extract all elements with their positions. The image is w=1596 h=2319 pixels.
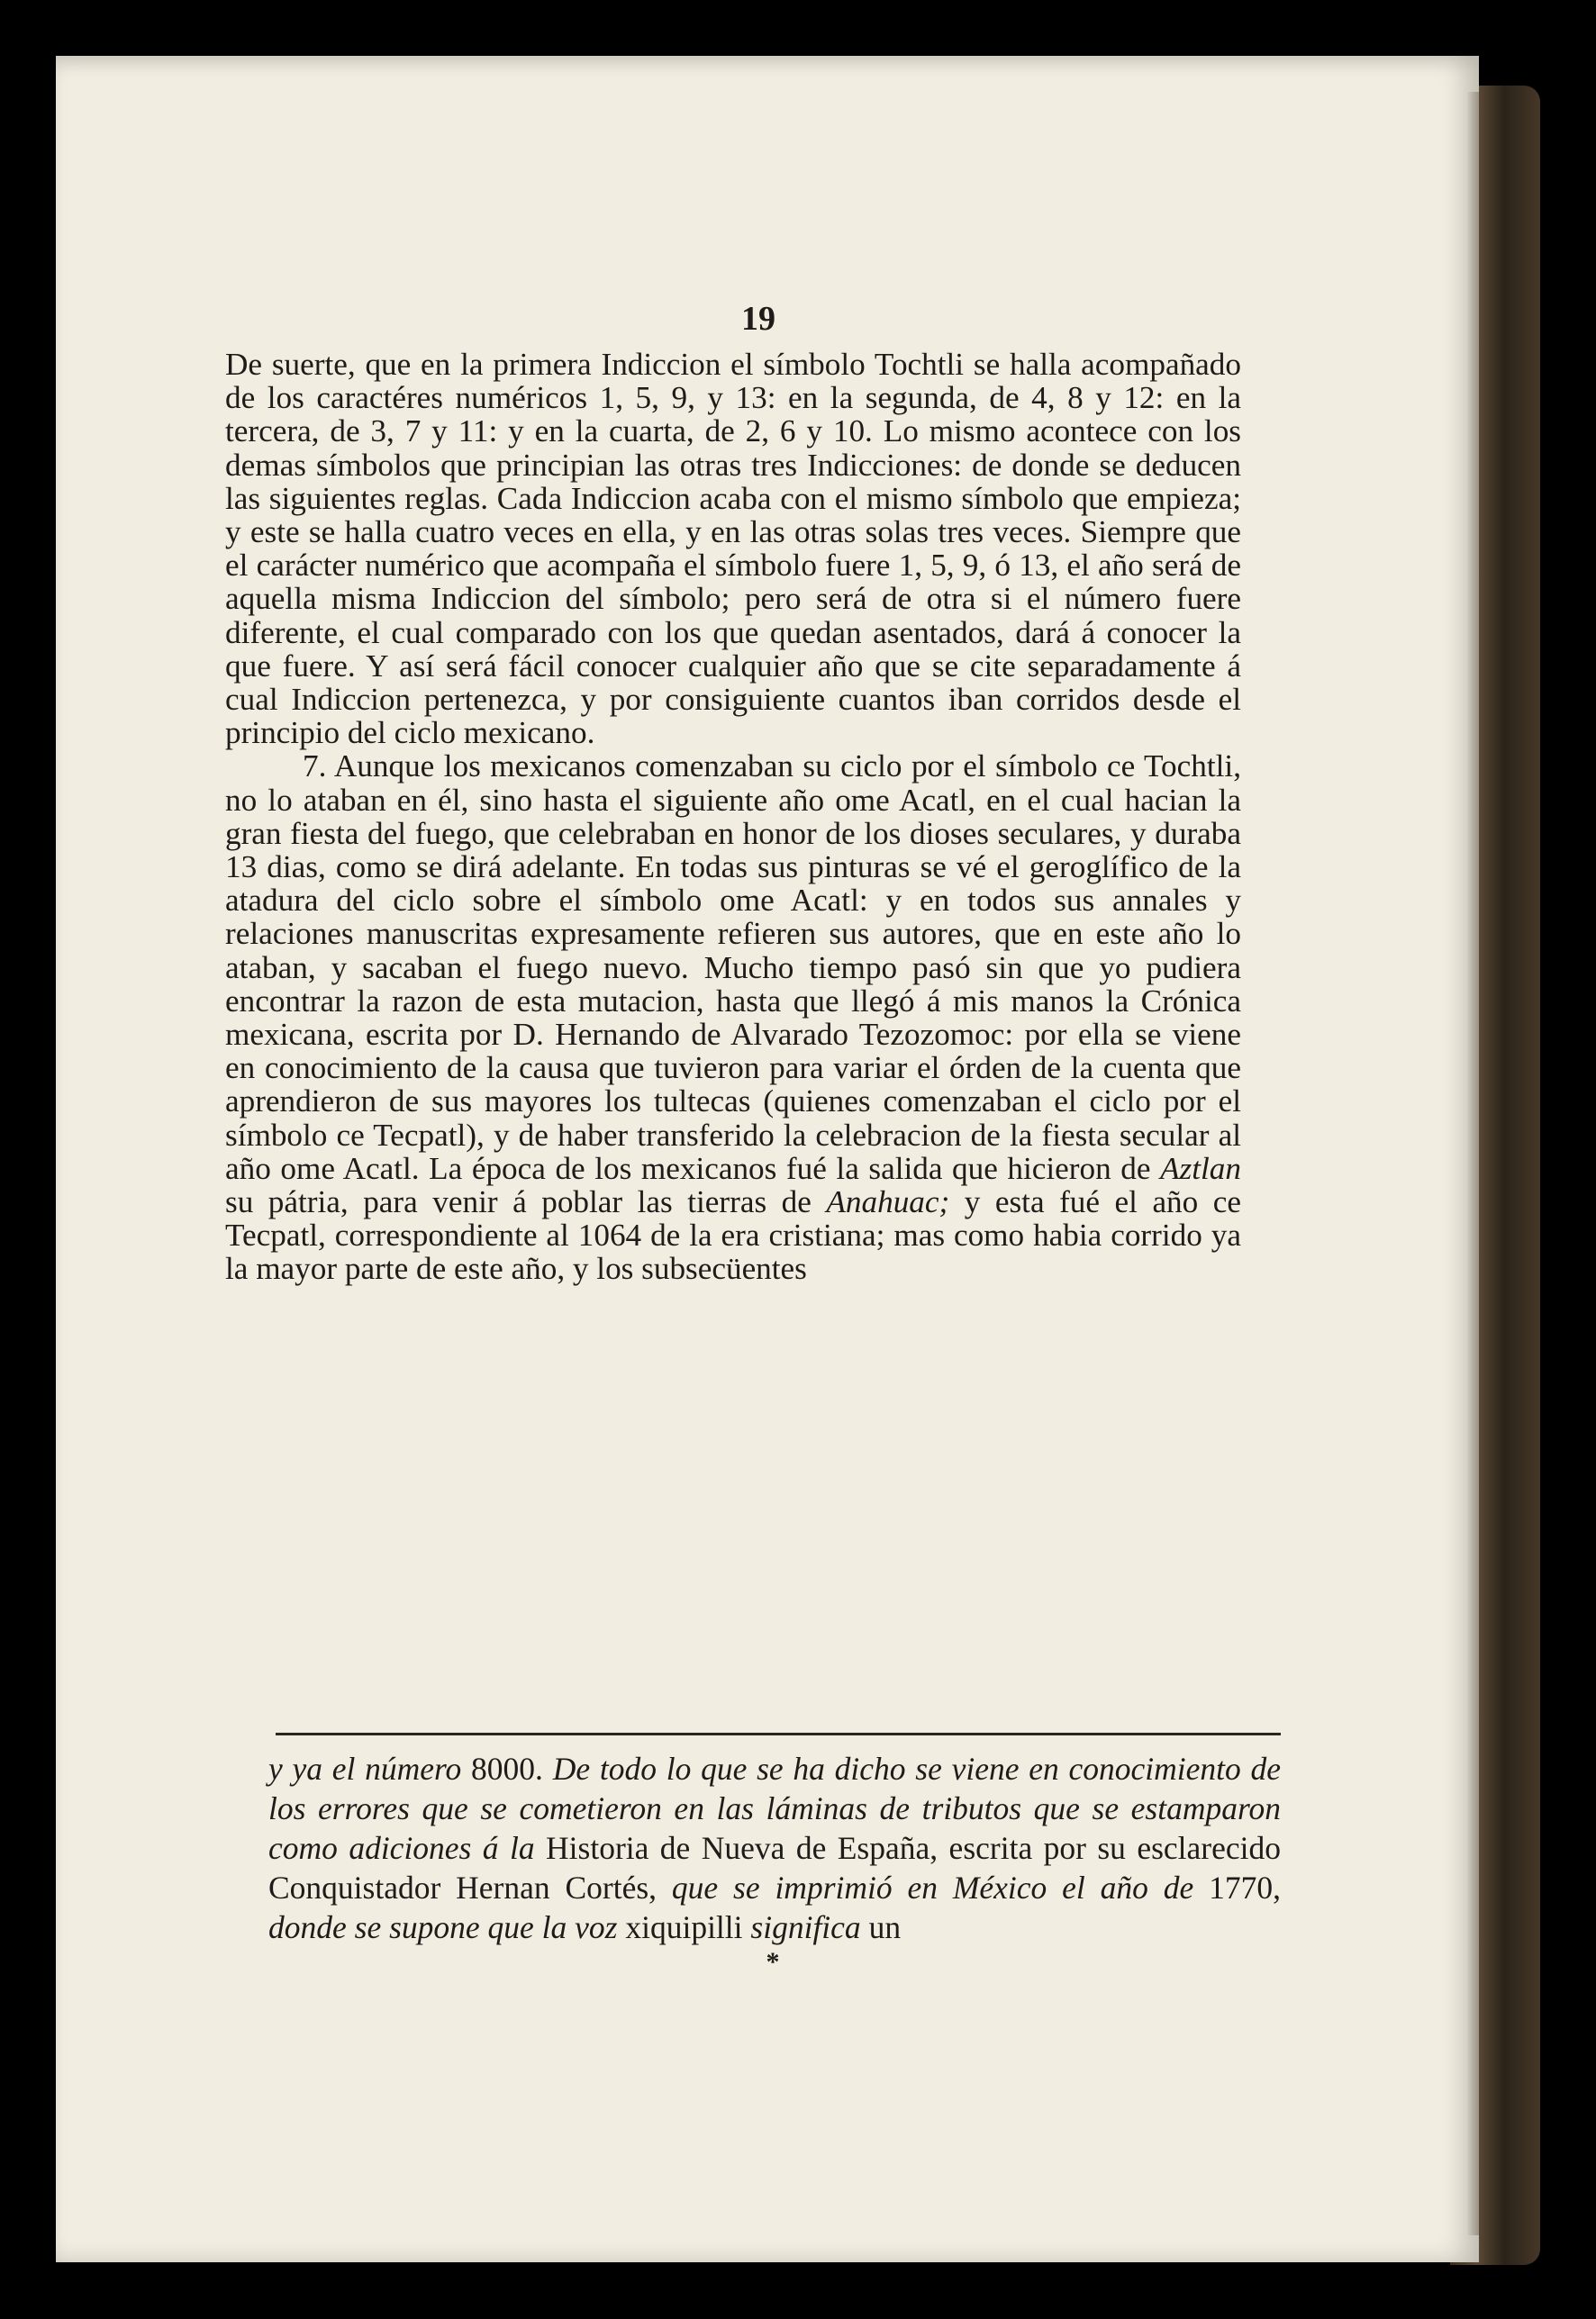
footnote-part-6: 1770, (1193, 1870, 1281, 1906)
footnote-rule (276, 1733, 1281, 1735)
place-aztlan: Aztlan (1160, 1150, 1241, 1186)
footnote-part-9: significa (750, 1909, 861, 1945)
footnote (268, 1749, 1281, 1947)
book-page (56, 56, 1479, 2262)
footnote-part-2: 8000. (461, 1751, 553, 1787)
paragraph-1: De suerte, que en la primera Indiccion el símbolo Tochtli se halla acompañado de los caractéres numéricos 1, 5, 9, y 13: en la segunda, de 4, 8 y 12: en la tercera, de 3, 7 y 11: y en la cuarta, de 2, 6 y 10. Lo mismo acontece con los demas símbolos que principian las otras tres Indicciones: de donde se deducen las siguientes reglas. Cada Indiccion acaba con el mismo símbolo que empieza; y este se halla cuatro veces en ella, y en las otras solas tres veces. Siempre que el carácter numérico que acompaña el símbolo fuere 1, 5, 9, ó 13, el año será de aquella misma Indiccion del símbolo; pero será de otra si el número fuere diferente, el cual comparado con los que quedan asentados, dará á conocer la que fuere. Y así será fácil conocer cualquier año que se cite separadamente á cual Indiccion pertenezca, y por consiguiente cuantos iban corridos desde el principio del ciclo mexicano. (225, 347, 1241, 751)
paragraph-2-part-2: su pátria, para venir á poblar las tierras de (225, 1184, 827, 1220)
footnote-part-5: que se imprimió en México el año de (671, 1870, 1194, 1906)
footnote-part-1: y ya el número (268, 1751, 462, 1787)
footnote-part-8: xiquipilli (617, 1909, 751, 1945)
place-anahuac: Anahuac; (826, 1184, 950, 1220)
footnote-paragraph (268, 1749, 1281, 1947)
signature-mark: * (766, 1947, 780, 1977)
footnote-part-7: donde se supone que la voz (268, 1909, 618, 1945)
paragraph-2-part-1: 7. Aunque los mexicanos comenzaban su ciclo por el símbolo ce Tochtli, no lo ataban en él, sino hasta el siguiente año ome Acatl, en el cual hacian la gran fiesta del fuego, que celebraban en honor de los dioses seculares, y duraba 13 dias, como se dirá adelante. En todas sus pinturas se vé el geroglífico de la atadura del ciclo sobre el símbolo ome Acatl: y en todos sus annales y relaciones manuscritas expresamente refieren sus autores, que en este año lo ataban, y sacaban el fuego nuevo. Mucho tiempo pasó sin que yo pudiera encontrar la razon de esta mutacion, hasta que llegó á mis manos la Crónica mexicana, escrita por D. Hernando de Alvarado Tezozomoc: por ella se viene en conocimiento de la causa que tuvieron para variar el órden de la cuenta que aprendieron de sus mayores los tultecas (quienes comenzaban el ciclo por el símbolo ce Tecpatl), y de haber transferido la celebracion de la fiesta secular al año ome Acatl. La época de los mexicanos fué la salida que hicieron de (225, 748, 1241, 1186)
main-text (225, 348, 1241, 1286)
paragraph-2 (225, 749, 1241, 1285)
footnote-part-10: un (860, 1909, 902, 1945)
footnote-part-3: De todo lo que se ha dicho se viene en conocimiento de los errores que se cometieron en las láminas de tributos que se estamparon como adiciones á la (268, 1751, 1282, 1866)
paragraph-2-part-3: y esta fué el año ce Tecpatl, correspondiente al 1064 de la era cristiana; mas como habia corrido ya la mayor parte de este año, y los subsecüentes (225, 1184, 1241, 1287)
footnote-part-4: Historia de Nueva de España, escrita por su esclarecido Conquistador Hernan Cortés, (268, 1830, 1282, 1906)
page-number: 19 (741, 300, 775, 338)
